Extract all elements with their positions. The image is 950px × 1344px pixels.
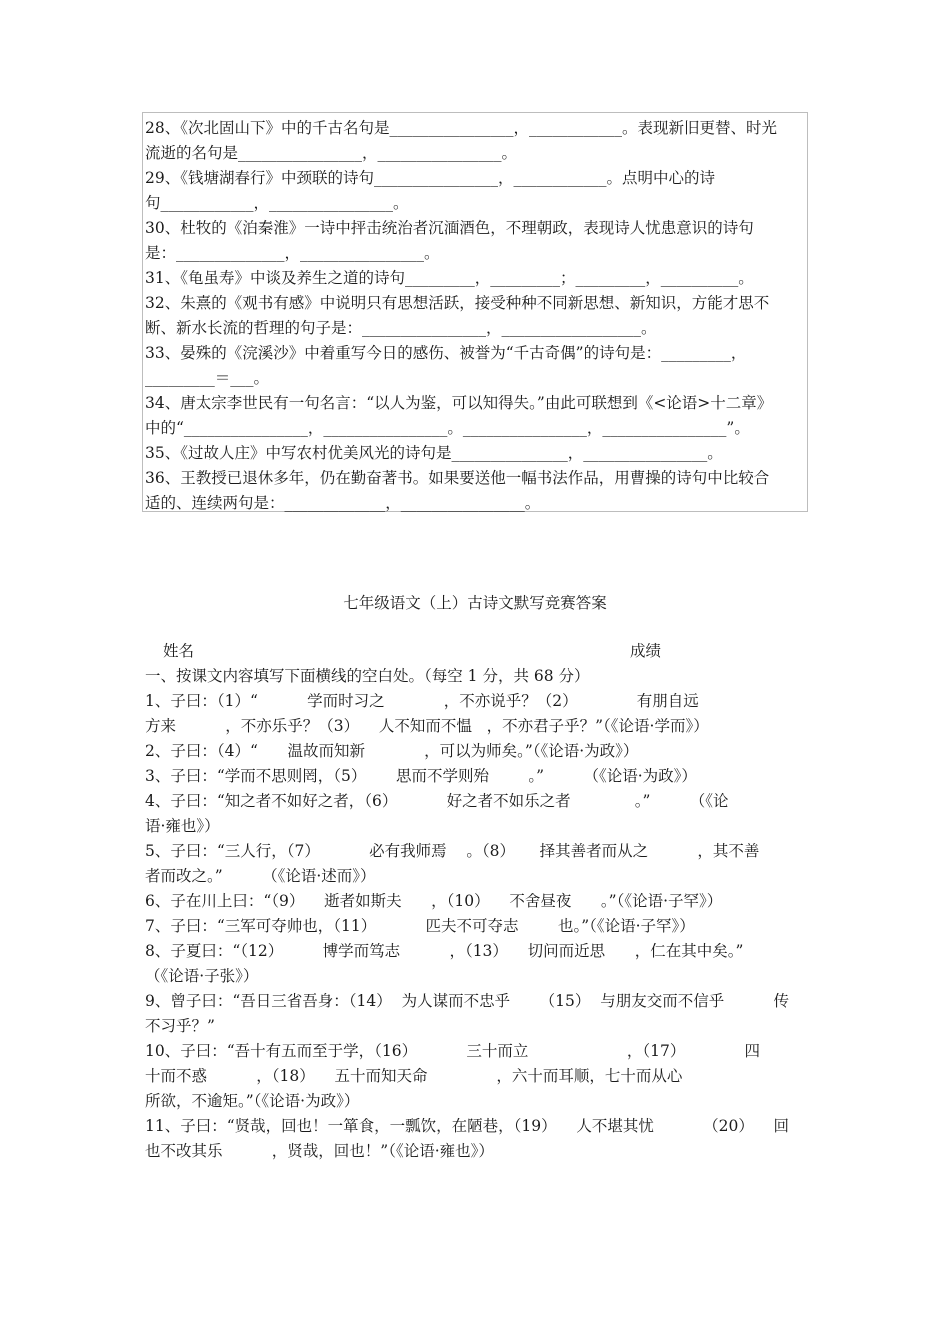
answer-line: 11、子曰：“贤哉，回也！一箪食，一瓢饮，在陋巷，（19） 人不堪其忧 （20） 回: [145, 1117, 790, 1135]
answer-line: 6、子在川上曰：“（9） 逝者如斯夫 ，（10） 不舍昼夜 。”（《论语·子罕》）: [145, 892, 723, 910]
answer-line: 9、曾子曰：“吾日三省吾身：（14） 为人谋而不忠乎 （15） 与朋友交而不信乎 传: [145, 992, 790, 1010]
answer-line: 10、子曰：“吾十有五而至于学，（16） 三十而立 ，（17） 四: [145, 1042, 761, 1060]
score-label: 成绩: [630, 642, 662, 660]
answer-line: 方来 ，不亦乐乎？（3） 人不知而不愠 ，不亦君子乎？”（《论语·学而》）: [145, 717, 709, 735]
name-label: 姓名: [163, 642, 195, 660]
question-line: 中的“________________，________________。________________，________________”。: [145, 419, 750, 437]
question-line: 适的、连续两句是：_____________，________________。: [145, 494, 541, 512]
question-line: 句____________，________________。: [145, 194, 409, 212]
question-line: 29、《钱塘湖春行》中颈联的诗句________________，____________。点明中心的诗: [145, 169, 715, 187]
question-line: 流逝的名句是________________，________________。: [145, 144, 518, 162]
answer-line: 也不改其乐 ，贤哉，回也！”（《论语·雍也》）: [145, 1142, 494, 1160]
answer-line: 不习乎？”: [145, 1017, 215, 1035]
answer-line: （《论语·子张》）: [145, 967, 259, 985]
question-line: 34、唐太宗李世民有一句名言：“以人为鉴，可以知得失。”由此可联想到《<论语>十二章》: [145, 394, 773, 412]
answer-line: 所欲，不逾矩。”（《论语·为政》）: [145, 1092, 360, 1110]
answer-line: 语·雍也》）: [145, 817, 220, 835]
question-line: 28、《次北固山下》中的千古名句是________________，____________。表现新旧更替、时光: [145, 119, 777, 137]
question-line: 30、杜牧的《泊秦淮》一诗中抨击统治者沉湎酒色，不理朝政，表现诗人忧患意识的诗句: [145, 219, 754, 237]
question-line: _________＝___。: [145, 369, 270, 387]
answer-line: 7、子曰：“三军可夺帅也，（11） 匹夫不可夺志 也。”（《论语·子罕》）: [145, 917, 695, 935]
answer-line: 8、子夏曰：“（12） 博学而笃志 ，（13） 切问而近思 ，仁在其中矣。”: [145, 942, 744, 960]
question-line: 是：______________，________________。: [145, 244, 440, 262]
answer-line: 者而改之。” （《论语·述而》）: [145, 867, 376, 885]
question-line: 31、《龟虽寿》中谈及养生之道的诗句_________，_________；_________，__________。: [145, 269, 754, 287]
section-heading: 一、按课文内容填写下面横线的空白处。（每空 1 分，共 68 分）: [145, 667, 590, 685]
answer-line: 3、子曰：“学而不思则罔，（5） 思而不学则殆 。” （《论语·为政》）: [145, 767, 697, 785]
question-line: 32、朱熹的《观书有感》中说明只有思想活跃，接受种种不同新思想、新知识，方能才思不: [145, 294, 770, 312]
answer-line: 4、子曰：“知之者不如好之者，（6） 好之者不如乐之者 。” （《论: [145, 792, 729, 810]
answer-line: 2、子曰：（4）“ 温故而知新 ，可以为师矣。”（《论语·为政》）: [145, 742, 639, 760]
question-line: 33、晏殊的《浣溪沙》中着重写今日的感伤、被誉为“千古奇偶”的诗句是：_________，: [145, 344, 747, 362]
question-line: 36、王教授已退休多年，仍在勤奋著书。如果要送他一幅书法作品，用曹操的诗句中比较合: [145, 469, 770, 487]
answer-title: 七年级语文（上）古诗文默写竞赛答案: [343, 594, 607, 612]
question-line: 断、新水长流的哲理的句子是：________________，__________________。: [145, 319, 657, 337]
answer-line: 十而不惑 ，（18） 五十而知天命 ，六十而耳顺，七十而从心: [145, 1067, 683, 1085]
question-line: 35、《过故人庄》中写农村优美风光的诗句是_______________，________________。: [145, 444, 723, 462]
answer-line: 1、子曰：（1）“ 学而时习之 ，不亦说乎？（2） 有朋自远: [145, 692, 699, 710]
answer-line: 5、子曰：“三人行，（7） 必有我师焉 。（8） 择其善者而从之 ，其不善: [145, 842, 760, 860]
